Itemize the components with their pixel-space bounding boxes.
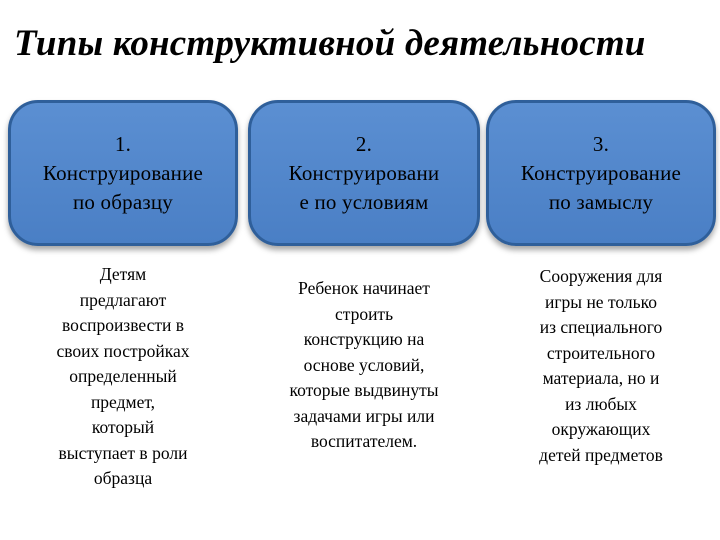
box-line: Конструировани — [288, 160, 440, 185]
desc-line: Детям — [99, 264, 147, 284]
desc-line: предмет, — [90, 391, 156, 412]
box-line: 1. — [114, 131, 132, 156]
box-line: Конструирование — [520, 160, 682, 185]
type-box-2 — [248, 100, 480, 246]
type-description-3 — [486, 264, 716, 468]
desc-line: из специального — [539, 317, 663, 337]
type-description-2 — [248, 276, 480, 455]
type-box-1 — [8, 100, 238, 246]
box-line: е по условиям — [299, 189, 429, 214]
desc-line: задачами игры или — [293, 405, 435, 426]
desc-line: которые выдвинуты — [289, 380, 439, 400]
desc-line: который — [91, 417, 155, 437]
desc-line: воспроизвести в — [61, 315, 185, 335]
desc-line: воспитателем. — [310, 431, 418, 451]
desc-line: образца — [93, 468, 153, 488]
type-box-label — [517, 130, 685, 217]
desc-line: основе условий, — [303, 354, 425, 375]
desc-line: своих постройках — [56, 340, 190, 361]
desc-line: материала, но и — [542, 368, 660, 388]
desc-line: конструкцию на — [303, 329, 425, 349]
type-box-label — [39, 130, 207, 217]
desc-line: выступает в роли — [58, 442, 188, 463]
desc-line: Ребенок начинает — [298, 278, 430, 298]
box-line: Конструирование — [42, 160, 204, 185]
type-box-label — [285, 130, 444, 217]
type-description-1 — [8, 262, 238, 492]
desc-line: предлагают — [79, 289, 167, 310]
desc-line: Сооружения для — [539, 266, 663, 286]
box-line: по замыслу — [548, 189, 654, 214]
desc-line: детей предметов — [539, 444, 663, 465]
box-line: 3. — [592, 131, 610, 156]
type-box-3 — [486, 100, 716, 246]
box-line: по образцу — [72, 189, 173, 214]
desc-line: из любых — [565, 393, 637, 414]
desc-line: строительного — [546, 342, 656, 363]
desc-line: игры не только — [545, 291, 657, 312]
box-line: 2. — [355, 131, 373, 156]
desc-line: определенный — [69, 366, 177, 386]
page-title: Типы конструктивной деятельности — [14, 23, 646, 64]
desc-line: окружающих — [551, 419, 651, 439]
desc-line: строить — [334, 303, 394, 324]
